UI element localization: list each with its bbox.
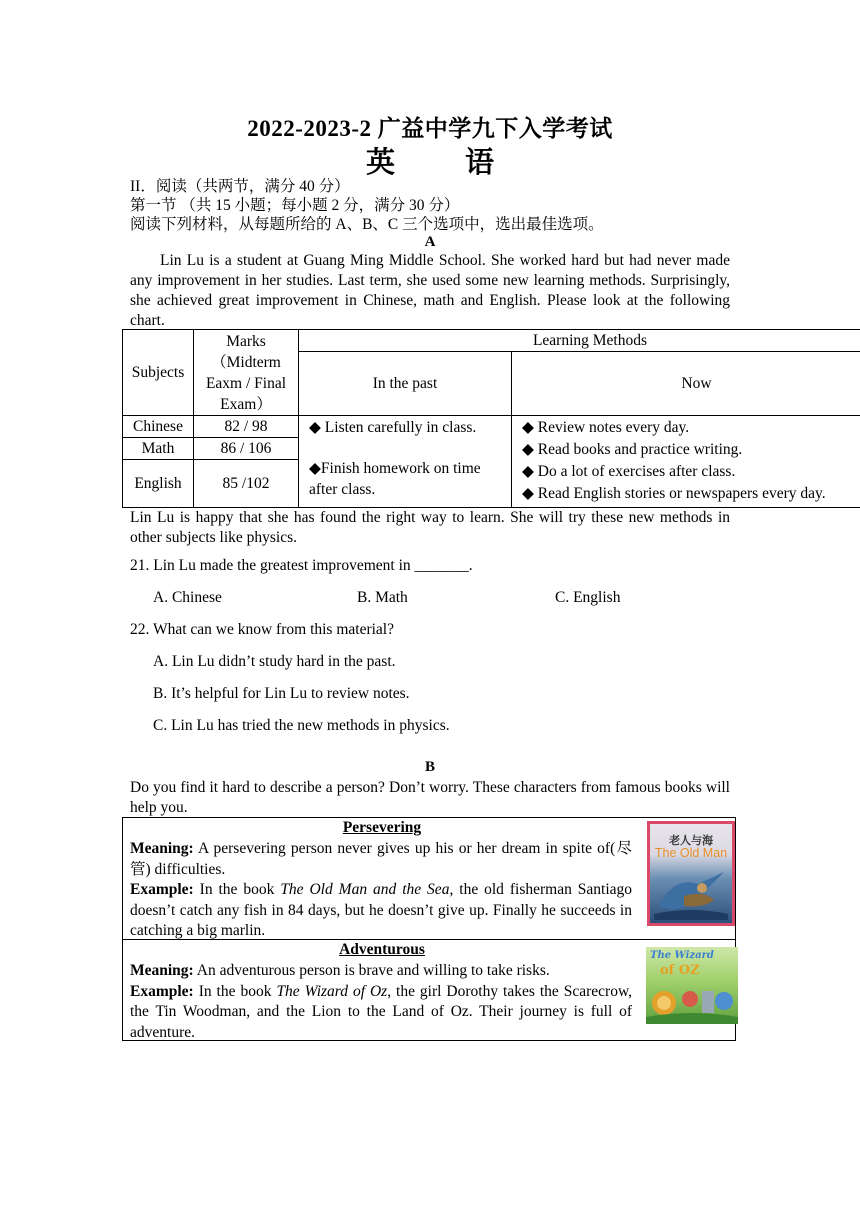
header-methods: Learning Methods: [299, 330, 860, 352]
passage-b-intro: Do you find it hard to describe a person? Don’t worry. These characters from famous books will help you.: [130, 779, 730, 816]
adventurous-meaning: An adventurous person is brave and willing to take risks.: [196, 962, 550, 979]
meaning-label: Meaning:: [130, 840, 194, 857]
cover-cn-title: 老人与海: [669, 834, 713, 847]
subject-title: [0, 140, 860, 181]
diamond-bullet-icon: ◆: [522, 441, 534, 458]
example-label: Example:: [130, 982, 194, 1000]
wizard-of-oz-cover-image: [646, 947, 738, 1024]
adventurous-body: [130, 961, 632, 1043]
adventurous-box: [122, 939, 736, 1041]
instruction: 阅读下列材料，从每题所给的 A、B、C 三个选项中，选出最佳选项。: [130, 216, 604, 233]
now-method: Read English stories or newspapers every day.: [537, 485, 826, 502]
learning-chart: [122, 329, 860, 508]
row-subject: English: [123, 460, 194, 508]
example-pre: In the book: [198, 982, 272, 1000]
now-method: Review notes every day.: [537, 419, 690, 436]
passage-a-label: A: [424, 234, 436, 250]
now-method: Read books and practice writing.: [537, 441, 743, 458]
oz-characters-illustration-icon: [646, 981, 738, 1024]
row-marks: 85 /102: [194, 460, 299, 508]
persevering-body: [130, 839, 632, 942]
q22-option-a: A. Lin Lu didn’t study hard in the past.: [153, 653, 396, 670]
header-past: In the past: [299, 352, 512, 416]
now-method: Do a lot of exercises after class.: [537, 463, 736, 480]
subject-char-1: 英: [365, 147, 395, 179]
q21-option-c: C. English: [555, 589, 621, 606]
row-subject: Chinese: [123, 416, 194, 438]
row-marks: 82 / 98: [194, 416, 299, 438]
past-method: Finish homework on time after class.: [309, 460, 481, 498]
question-21: 21. Lin Lu made the greatest improvement in _______.: [130, 557, 473, 574]
diamond-bullet-icon: ◆: [309, 419, 321, 436]
q21-option-a: A. Chinese: [153, 589, 222, 606]
meaning-label: Meaning:: [130, 962, 194, 979]
header-marks: Marks（Midterm Eaxm / Final Exam）: [194, 330, 299, 416]
passage-a-outro: Lin Lu is happy that she has found the right way to learn. She will try these new methods in other subjects like physics.: [130, 509, 730, 546]
row-subject: Math: [123, 438, 194, 460]
example-pre: In the book: [199, 881, 275, 898]
q21-option-b: B. Math: [357, 589, 408, 606]
book-title: The Wizard of Oz: [276, 982, 388, 1000]
row-marks: 86 / 106: [194, 438, 299, 460]
question-22: 22. What can we know from this material?: [130, 621, 394, 638]
persevering-example: , the old fisherman Santiago doesn’t catch any fish in 84 days, but he doesn’t give up. Finally he succeeds in catching a big marlin.: [130, 881, 633, 939]
past-method: Listen carefully in class.: [324, 419, 477, 436]
exam-title: 2022-2023-2 广益中学九下入学考试: [247, 116, 613, 141]
persevering-meaning: A persevering person never gives up his or her dream in spite of(尽管) difficulties.: [130, 840, 632, 878]
past-methods-cell: [299, 416, 512, 508]
diamond-bullet-icon: ◆: [522, 485, 534, 502]
persevering-heading: Persevering: [342, 819, 422, 836]
passage-a-intro: Lin Lu is a student at Guang Ming Middle School. She worked hard but had never made any improvement in her studies. Last term, she used some new learning methods. Surprisingly, she achieved great improvement in Chinese, math and English. Please look at the following chart.: [130, 252, 730, 329]
example-label: Example:: [130, 881, 194, 898]
cover-top-title: The Wizard: [650, 950, 714, 961]
passage-b-label: B: [424, 759, 435, 775]
q22-option-c: C. Lin Lu has tried the new methods in physics.: [153, 717, 450, 734]
adventurous-example: , the girl Dorothy takes the Scarecrow, the Tin Woodman, and the Lion to the Land of Oz. Their journey is full of adventure.: [130, 982, 633, 1041]
cover-bottom-title: of OZ: [660, 963, 700, 978]
header-subjects: Subjects: [123, 330, 194, 416]
diamond-bullet-icon: ◆: [522, 419, 534, 436]
cover-en-title: The Old Man: [654, 846, 728, 860]
old-man-sea-cover-image: [647, 821, 735, 926]
diamond-bullet-icon: ◆: [522, 463, 534, 480]
subject-char-2: 语: [465, 147, 495, 179]
book-title: The Old Man and the Sea: [280, 881, 450, 898]
part-heading: 第一节 （共 15 小题；每小题 2 分，满分 30 分）: [130, 197, 460, 214]
persevering-box: [122, 817, 736, 940]
diamond-bullet-icon: ◆: [309, 460, 321, 477]
header-now: Now: [512, 352, 860, 416]
adventurous-heading: Adventurous: [339, 941, 425, 958]
now-methods-cell: [512, 416, 860, 508]
marlin-illustration-icon: [654, 866, 728, 920]
q22-option-b: B. It’s helpful for Lin Lu to review notes.: [153, 685, 410, 702]
section-heading: II．阅读（共两节，满分 40 分）: [130, 178, 350, 195]
